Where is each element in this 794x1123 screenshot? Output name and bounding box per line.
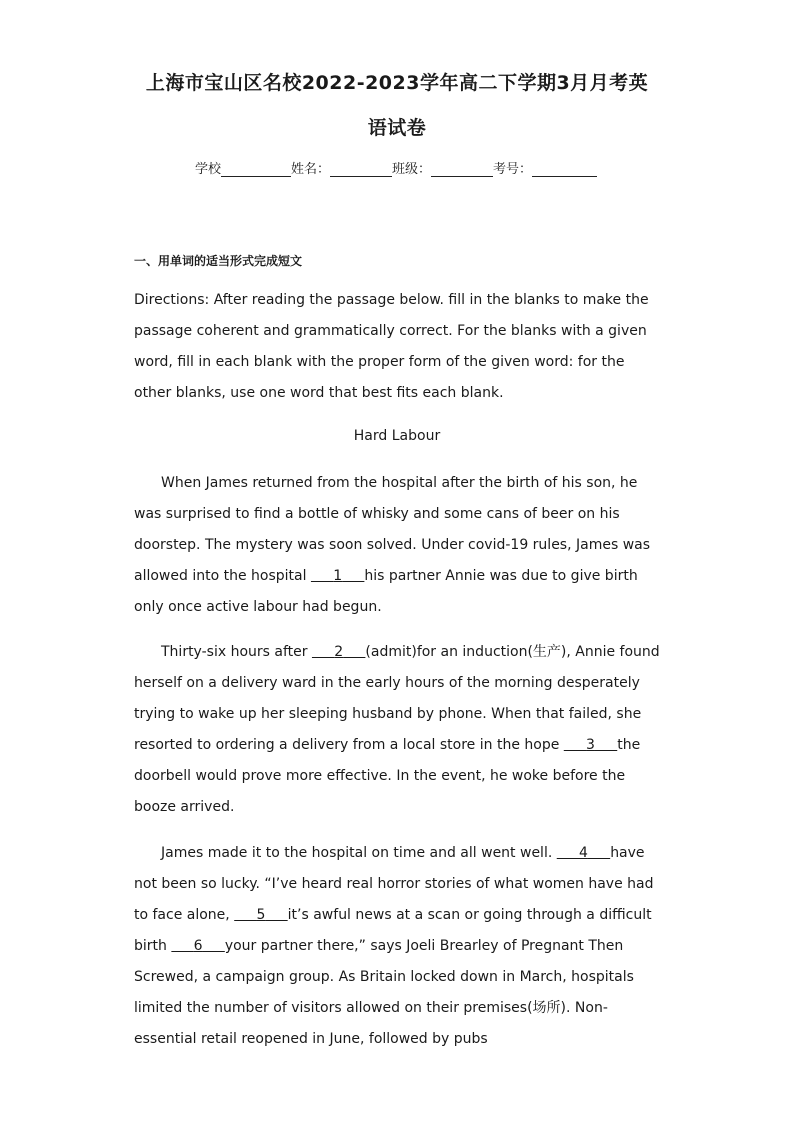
blank-1[interactable]: 1 bbox=[333, 568, 343, 584]
paragraph-3 bbox=[134, 838, 660, 1055]
paragraph-2-text-a: Thirty-six hours after bbox=[161, 644, 312, 660]
blank-2[interactable]: 2 bbox=[334, 644, 344, 660]
paragraph-1-text-b: his partner Annie was due to give birth only once active labour had begun. bbox=[134, 568, 638, 615]
directions-text: Directions: After reading the passage below. fill in the blanks to make the passage coherent and grammatically correct. For the blanks with a given word, fill in each blank with the proper form of the given word: for the other blanks, use one word that best fits each blank. bbox=[134, 292, 649, 401]
exam-number-blank[interactable] bbox=[532, 161, 597, 177]
exam-title-line-2: 语试卷 bbox=[367, 117, 427, 139]
class-blank[interactable] bbox=[431, 161, 493, 177]
school-label: 学校 bbox=[195, 162, 222, 177]
paragraph-2-text-b: (admit)for an induction(生产), Annie found herself on a delivery ward in the early hours of the morning desperately trying to wake up her sleeping husband by phone. When that failed, she resorted to ordering a delivery from a local store in the hope bbox=[134, 644, 660, 753]
exam-title-line-1: 上海市宝山区名校2022-2023学年高二下学期3月月考英 bbox=[145, 72, 649, 94]
blank-3[interactable]: 3 bbox=[586, 737, 595, 753]
paragraph-2-text-c: the doorbell would prove more effective. In the event, he woke before the booze arrived. bbox=[134, 737, 641, 815]
section-heading: 一、用单词的适当形式完成短文 bbox=[134, 254, 303, 268]
school-blank[interactable] bbox=[221, 161, 291, 177]
blank-6[interactable]: 6 bbox=[193, 938, 203, 954]
paragraph-2 bbox=[134, 637, 660, 823]
passage-title: Hard Labour bbox=[353, 428, 441, 444]
student-info-row bbox=[195, 158, 597, 177]
name-label: 姓名： bbox=[291, 162, 331, 177]
name-blank[interactable] bbox=[330, 161, 392, 177]
paragraph-3-text-a: James made it to the hospital on time and all went well. bbox=[161, 845, 557, 861]
class-label: 班级： bbox=[392, 162, 432, 177]
paragraph-3-text-c: it’s awful news at a scan or going through a difficult birth bbox=[134, 907, 652, 954]
paragraph-1-text-a: When James returned from the hospital after the birth of his son, he was surprised to find a bottle of whisky and some cans of beer on his doorstep. The mystery was soon solved. Under covid-19 rules, James was allowed into the hospital bbox=[134, 475, 651, 584]
blank-5[interactable]: 5 bbox=[256, 907, 266, 923]
blank-4[interactable]: 4 bbox=[579, 845, 588, 861]
paragraph-3-text-b: have not been so lucky. “I’ve heard real horror stories of what women have had to face alone, bbox=[134, 845, 654, 923]
paragraph-1 bbox=[134, 468, 660, 623]
paragraph-3-text-d: your partner there,” says Joeli Brearley of Pregnant Then Screwed, a campaign group. As Britain locked down in March, hospitals limited the number of visitors allowed on their premises(场所). Non-essential retail reopened in June, followed by pubs bbox=[134, 938, 634, 1047]
exam-number-label: 考号： bbox=[493, 162, 533, 177]
